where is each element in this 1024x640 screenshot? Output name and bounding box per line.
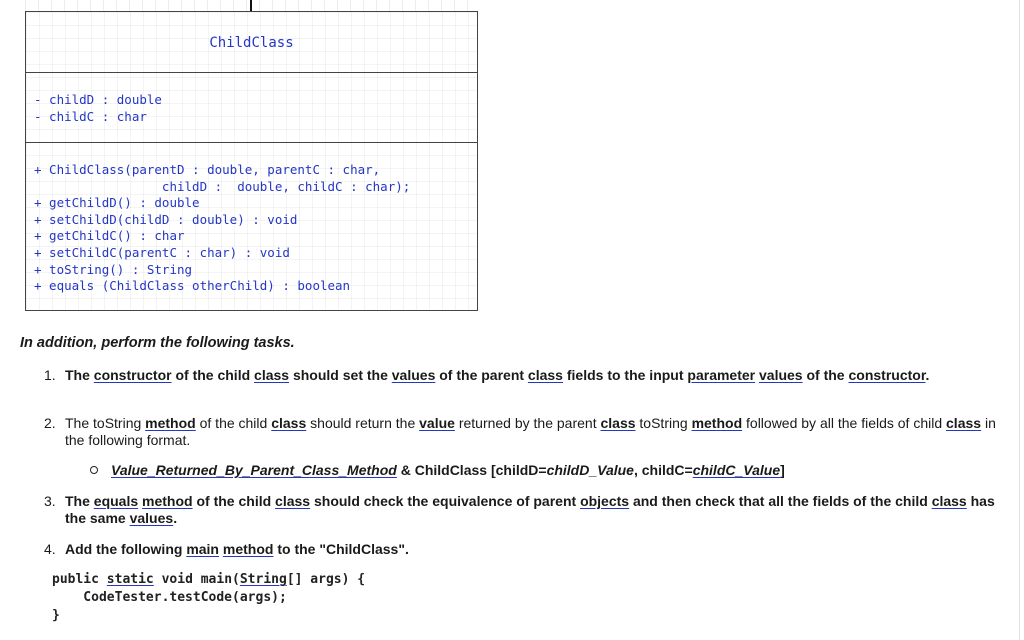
- uml-field: - childC : char: [34, 109, 147, 124]
- uml-method: + ChildClass(parentD : double, parentC : char,: [34, 162, 381, 177]
- glossary-link[interactable]: objects: [580, 493, 630, 509]
- glossary-link[interactable]: method: [142, 493, 193, 509]
- format-placeholder: childC_Value: [692, 462, 781, 478]
- task-number: 2.: [44, 415, 56, 431]
- format-placeholder: Value_Returned_By_Parent_Class_Method: [111, 462, 397, 478]
- format-text: Value_Returned_By_Parent_Class_Method & ChildClass [childD=childD_Value, childC=childC_Value]: [111, 462, 785, 478]
- inheritance-connector: [250, 0, 252, 11]
- glossary-link[interactable]: values: [391, 367, 436, 383]
- uml-method: + setChildD(childD : double) : void: [34, 211, 298, 227]
- task-number: 4.: [44, 541, 56, 557]
- uml-method: + equals (ChildClass otherChild) : boolean: [34, 278, 351, 294]
- task-text: The equals method of the child class should check the equivalence of parent objects and then check that all the fields of the child class has the same values.: [65, 493, 995, 526]
- uml-method: + setChildC(parentC : char) : void: [34, 244, 290, 260]
- glossary-link[interactable]: class: [931, 493, 967, 509]
- task-number: 3.: [44, 493, 56, 509]
- bullet-icon: [90, 466, 98, 474]
- uml-class-diagram: [25, 11, 478, 311]
- uml-field: - childD : double: [34, 92, 162, 107]
- code-line: }: [52, 608, 60, 623]
- format-placeholder: childD_Value: [546, 462, 634, 478]
- glossary-link[interactable]: class: [600, 415, 636, 431]
- glossary-link[interactable]: class: [254, 367, 290, 383]
- glossary-link[interactable]: class: [527, 367, 563, 383]
- page-border: [1019, 0, 1020, 640]
- uml-method: + getChildD() : double: [34, 195, 200, 211]
- glossary-link[interactable]: class: [271, 415, 307, 431]
- glossary-link[interactable]: method: [145, 415, 196, 431]
- glossary-link[interactable]: equals: [93, 493, 139, 509]
- glossary-link[interactable]: String: [239, 572, 287, 587]
- code-line: CodeTester.testCode(args);: [52, 590, 287, 605]
- task-text: The constructor of the child class should set the values of the parent class fields to the input parameter values of the constructor.: [65, 367, 930, 383]
- glossary-link[interactable]: constructor: [93, 367, 172, 383]
- glossary-link[interactable]: values: [759, 367, 803, 383]
- task-text: Add the following main method to the "ChildClass".: [65, 541, 409, 557]
- glossary-link[interactable]: static: [106, 572, 154, 587]
- uml-method: + getChildC() : char: [34, 228, 185, 244]
- glossary-link[interactable]: values: [129, 510, 174, 526]
- uml-class-name: ChildClass: [26, 12, 477, 73]
- glossary-link[interactable]: class: [946, 415, 982, 431]
- uml-methods-section: [26, 143, 477, 295]
- task-text: The toString method of the child class should return the value returned by the parent class toString method followed by all the fields of child class in the following format.: [65, 415, 996, 448]
- code-block: [52, 571, 365, 625]
- glossary-link[interactable]: parameter: [687, 367, 756, 383]
- tasks-heading: In addition, perform the following tasks.: [20, 335, 295, 351]
- uml-fields-section: [26, 73, 477, 143]
- glossary-link[interactable]: method: [222, 541, 274, 557]
- task-number: 1.: [44, 367, 56, 383]
- glossary-link[interactable]: method: [691, 415, 743, 431]
- uml-method: + toString() : String: [34, 261, 193, 277]
- glossary-link[interactable]: value: [419, 415, 455, 431]
- code-line: public static void main(String[] args) {: [52, 572, 366, 587]
- glossary-link[interactable]: constructor: [848, 367, 926, 383]
- glossary-link[interactable]: class: [275, 493, 311, 509]
- uml-method-continuation: childD : double, childC : char);: [34, 178, 411, 194]
- glossary-link[interactable]: main: [186, 541, 219, 557]
